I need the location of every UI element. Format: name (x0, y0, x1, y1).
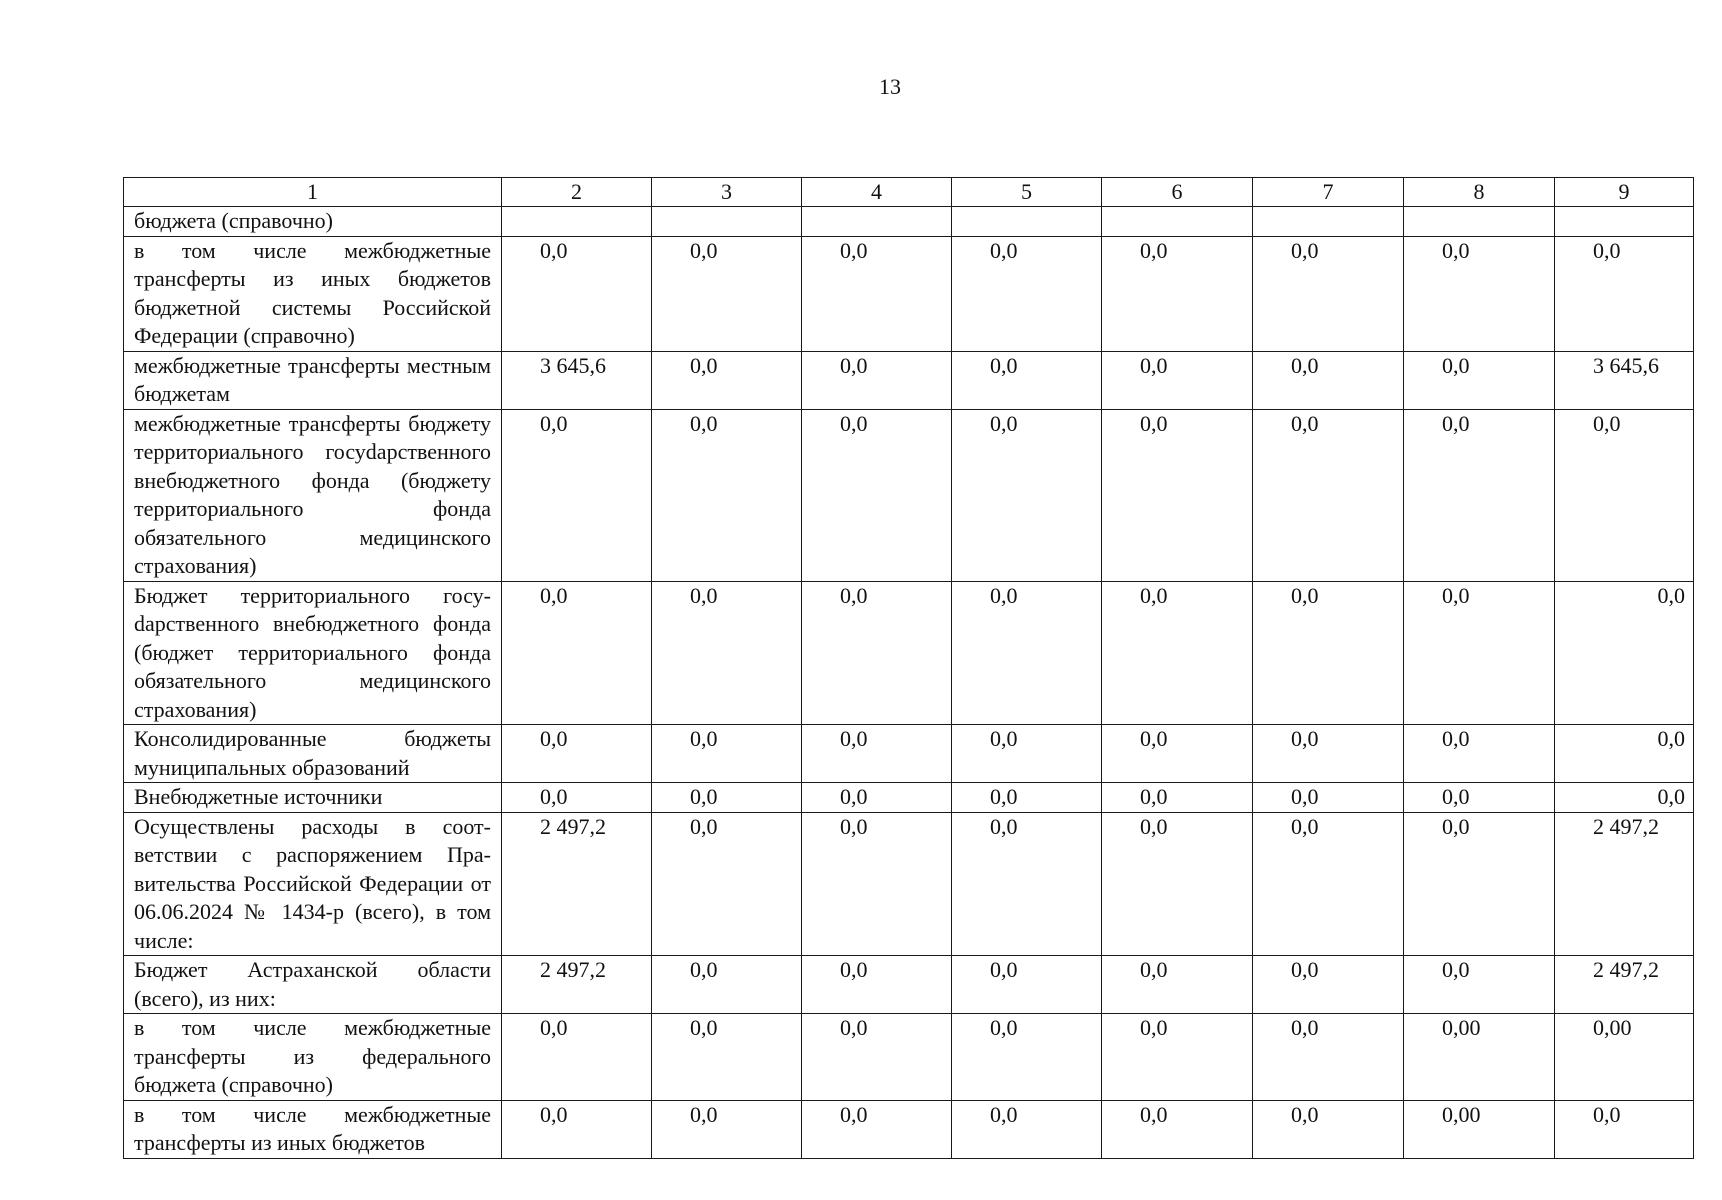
cell-value: 0,0 (1253, 956, 1404, 1014)
column-header: 8 (1404, 178, 1555, 207)
cell-value: 0,0 (1253, 1014, 1404, 1101)
cell-value: 0,0 (1404, 409, 1555, 581)
row-label: в том числе межбюджетные трансферты из федерального бюджета (справочно) (124, 1014, 502, 1101)
cell-value (802, 207, 952, 237)
cell-value: 0,0 (652, 581, 802, 725)
cell-value: 0,0 (1555, 725, 1694, 783)
cell-value: 0,0 (952, 783, 1102, 813)
cell-value: 0,0 (1102, 956, 1253, 1014)
cell-value: 0,0 (802, 409, 952, 581)
cell-value: 0,0 (1253, 409, 1404, 581)
column-header: 3 (652, 178, 802, 207)
cell-value (1404, 207, 1555, 237)
cell-value: 0,0 (1102, 351, 1253, 409)
cell-value: 0,0 (1555, 1100, 1694, 1158)
cell-value: 0,0 (952, 581, 1102, 725)
cell-value: 0,0 (1253, 812, 1404, 956)
cell-value: 0,0 (802, 351, 952, 409)
table-row (124, 351, 1694, 409)
table-header-row (124, 178, 1694, 207)
cell-value: 0,0 (1253, 236, 1404, 351)
table-row (124, 409, 1694, 581)
cell-value: 0,00 (1404, 1100, 1555, 1158)
table-row (124, 236, 1694, 351)
table-row (124, 1100, 1694, 1158)
cell-value: 0,0 (952, 725, 1102, 783)
column-header: 1 (124, 178, 502, 207)
cell-value: 0,0 (952, 1100, 1102, 1158)
cell-value: 0,0 (1102, 725, 1253, 783)
row-label: Консолидированные бюджеты муниципальных образований (124, 725, 502, 783)
page-number: 13 (879, 74, 901, 99)
row-label: Бюджет Астраханской области (всего), из них: (124, 956, 502, 1014)
cell-value: 0,00 (1404, 1014, 1555, 1101)
cell-value: 0,0 (1404, 236, 1555, 351)
cell-value: 0,0 (1555, 236, 1694, 351)
cell-value: 0,0 (652, 956, 802, 1014)
cell-value: 0,0 (952, 812, 1102, 956)
cell-value: 0,0 (1404, 812, 1555, 956)
cell-value: 0,0 (1404, 725, 1555, 783)
cell-value: 0,0 (1253, 1100, 1404, 1158)
cell-value: 3 645,6 (1555, 351, 1694, 409)
cell-value: 0,0 (502, 1100, 652, 1158)
row-label: межбюджетные трансферты местным бюджетам (124, 351, 502, 409)
cell-value: 0,0 (652, 409, 802, 581)
cell-value: 0,0 (952, 1014, 1102, 1101)
column-header: 4 (802, 178, 952, 207)
cell-value: 0,0 (1555, 581, 1694, 725)
cell-value: 0,0 (802, 812, 952, 956)
cell-value: 0,00 (1555, 1014, 1694, 1101)
cell-value: 2 497,2 (1555, 812, 1694, 956)
row-label: в том числе межбюджетные трансферты из иных бюджетов бюджетной системы Российской Федерации (справочно) (124, 236, 502, 351)
cell-value: 2 497,2 (502, 812, 652, 956)
cell-value: 0,0 (1102, 783, 1253, 813)
cell-value: 0,0 (502, 581, 652, 725)
cell-value: 0,0 (1555, 409, 1694, 581)
column-header: 2 (502, 178, 652, 207)
cell-value: 0,0 (652, 1100, 802, 1158)
cell-value: 0,0 (1404, 581, 1555, 725)
cell-value: 0,0 (652, 812, 802, 956)
cell-value: 0,0 (802, 236, 952, 351)
row-label: Осуществлены расходы в соответствии с распоряжением Правительства Российской Федерации от 06.06.2024 № 1434-р (всего), в том числе: (124, 812, 502, 956)
cell-value: 0,0 (652, 725, 802, 783)
cell-value (1253, 207, 1404, 237)
cell-value: 0,0 (802, 1100, 952, 1158)
cell-value: 0,0 (952, 956, 1102, 1014)
cell-value (652, 207, 802, 237)
row-label: бюджета (справочно) (124, 207, 502, 237)
cell-value: 0,0 (1253, 581, 1404, 725)
table-row (124, 783, 1694, 813)
cell-value: 0,0 (502, 409, 652, 581)
cell-value: 0,0 (802, 1014, 952, 1101)
cell-value: 2 497,2 (1555, 956, 1694, 1014)
cell-value: 0,0 (1253, 351, 1404, 409)
cell-value: 2 497,2 (502, 956, 652, 1014)
cell-value: 0,0 (1102, 236, 1253, 351)
cell-value: 0,0 (802, 581, 952, 725)
cell-value: 3 645,6 (502, 351, 652, 409)
cell-value: 0,0 (802, 956, 952, 1014)
cell-value: 0,0 (652, 783, 802, 813)
cell-value: 0,0 (652, 351, 802, 409)
row-label: Бюджет территориального госуdарственного внебюджетного фонда (бюджет территориального фонда обязательного медицинского страхования) (124, 581, 502, 725)
cell-value: 0,0 (502, 725, 652, 783)
cell-value: 0,0 (1404, 351, 1555, 409)
cell-value: 0,0 (1102, 1100, 1253, 1158)
row-label: межбюджетные трансферты бюджету территориального госуdарственного внебюджетного фонда (бюджету территориального фонда обязательного медицинского страхования) (124, 409, 502, 581)
table-row (124, 581, 1694, 725)
cell-value: 0,0 (1253, 783, 1404, 813)
column-header: 9 (1555, 178, 1694, 207)
cell-value (1102, 207, 1253, 237)
table-row (124, 956, 1694, 1014)
table-row (124, 207, 1694, 237)
cell-value: 0,0 (952, 409, 1102, 581)
cell-value: 0,0 (502, 236, 652, 351)
cell-value: 0,0 (1102, 581, 1253, 725)
cell-value: 0,0 (952, 236, 1102, 351)
cell-value: 0,0 (652, 1014, 802, 1101)
cell-value: 0,0 (1102, 812, 1253, 956)
cell-value: 0,0 (1404, 956, 1555, 1014)
cell-value: 0,0 (952, 351, 1102, 409)
cell-value (502, 207, 652, 237)
table-row (124, 725, 1694, 783)
cell-value: 0,0 (1404, 783, 1555, 813)
cell-value: 0,0 (1253, 725, 1404, 783)
column-header: 6 (1102, 178, 1253, 207)
cell-value: 0,0 (1555, 783, 1694, 813)
cell-value (952, 207, 1102, 237)
budget-table (123, 177, 1694, 1159)
cell-value: 0,0 (502, 783, 652, 813)
table-row (124, 812, 1694, 956)
cell-value: 0,0 (1102, 409, 1253, 581)
cell-value: 0,0 (802, 725, 952, 783)
row-label: в том числе межбюджетные трансферты из иных бюджетов (124, 1100, 502, 1158)
table-row (124, 1014, 1694, 1101)
cell-value (1555, 207, 1694, 237)
column-header: 7 (1253, 178, 1404, 207)
column-header: 5 (952, 178, 1102, 207)
cell-value: 0,0 (802, 783, 952, 813)
cell-value: 0,0 (652, 236, 802, 351)
cell-value: 0,0 (502, 1014, 652, 1101)
cell-value: 0,0 (1102, 1014, 1253, 1101)
row-label: Внебюджетные источники (124, 783, 502, 813)
